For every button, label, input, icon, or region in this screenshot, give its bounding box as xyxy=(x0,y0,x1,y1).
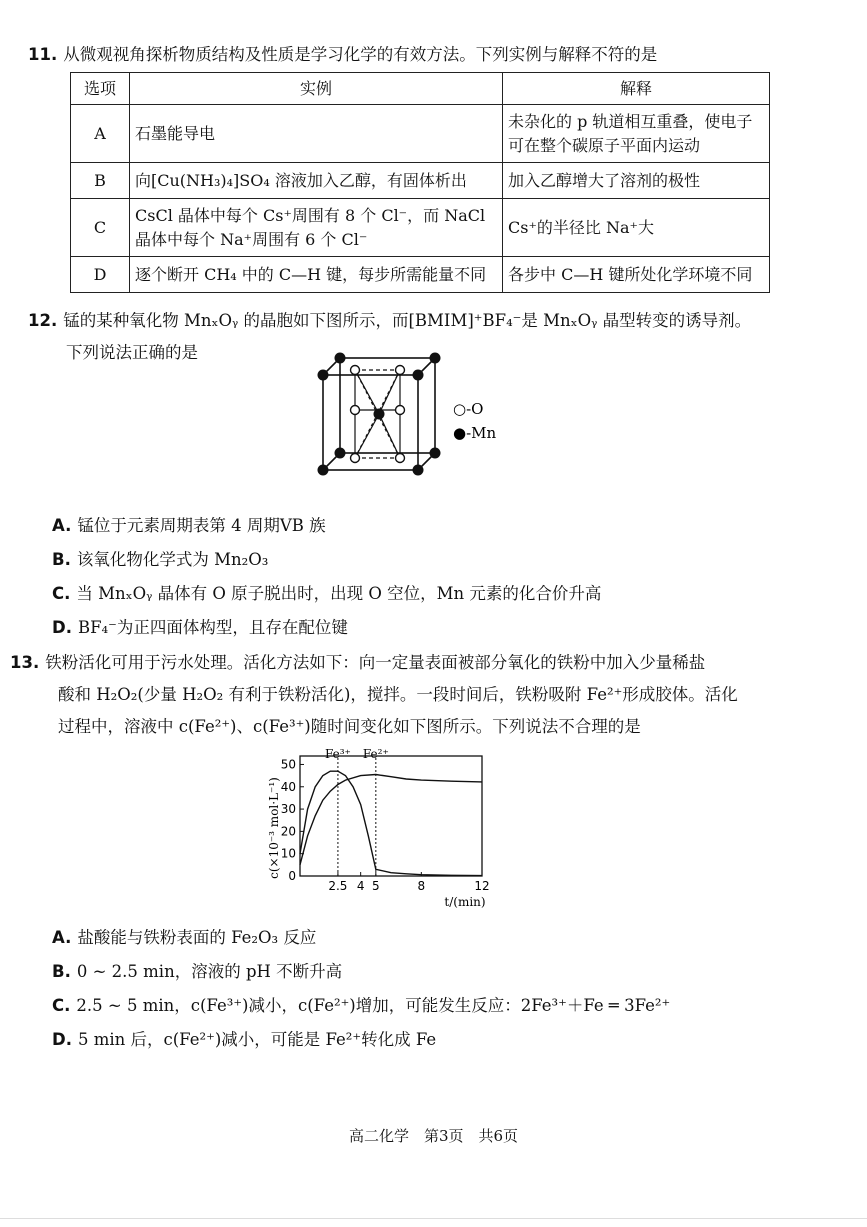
mn-atom xyxy=(413,465,424,476)
o-atom xyxy=(351,454,360,463)
q11-row-example: CsCl 晶体中每个 Cs⁺周围有 8 个 Cl⁻，而 NaCl 晶体中每个 Na⁺周围有 6 个 Cl⁻ xyxy=(130,199,503,257)
mn-atom xyxy=(374,409,385,420)
q13-number: 13. xyxy=(10,653,40,672)
q13-option-a xyxy=(52,924,316,948)
option-text: 2.5 ~ 5 min，c(Fe³⁺)减小，c(Fe²⁺)增加，可能发生反应：2Fe³⁺＋Fe ═ 3Fe²⁺ xyxy=(76,996,671,1015)
q13-option-c xyxy=(52,992,670,1016)
option-label: D. xyxy=(52,618,72,637)
q12-stem-line2: 下列说法正确的是 xyxy=(66,343,198,362)
legend-mn: ●-Mn xyxy=(453,424,497,442)
option-text: 当 MnₓOᵧ 晶体有 O 原子脱出时，出现 O 空位，Mn 元素的化合价升高 xyxy=(76,584,602,603)
o-atom xyxy=(396,406,405,415)
x-axis-label: t/(min) xyxy=(444,895,486,909)
option-label: A. xyxy=(52,516,72,535)
mn-atom xyxy=(318,465,329,476)
q12-option-a xyxy=(52,512,326,536)
series-line-fe2 xyxy=(300,775,482,865)
x-tick-label: 2.5 xyxy=(328,879,348,893)
table-row xyxy=(71,199,770,257)
plot-frame xyxy=(300,756,482,876)
q11-row-explanation: Cs⁺的半径比 Na⁺大 xyxy=(503,199,770,257)
series-label-fe2: Fe²⁺ xyxy=(362,748,389,761)
y-axis-label: c(×10⁻³ mol·L⁻¹) xyxy=(267,777,281,879)
x-tick-label: 4 xyxy=(356,879,365,893)
y-tick-label: 30 xyxy=(280,802,296,817)
table-row xyxy=(71,163,770,199)
q11-number: 11. xyxy=(28,45,58,64)
mn-atom xyxy=(318,370,329,381)
y-tick-label: 40 xyxy=(280,779,296,794)
q11-stem-text: 从微观视角探析物质结构及性质是学习化学的有效方法。下列实例与解释不符的是 xyxy=(63,45,658,64)
q13-option-d xyxy=(52,1026,436,1050)
y-tick-label: 20 xyxy=(280,824,296,839)
q13-stem-text: 铁粉活化可用于污水处理。活化方法如下：向一定量表面被部分氧化的铁粉中加入少量稀盐 xyxy=(45,653,706,672)
page-footer: 高二化学 第3页 共6页 xyxy=(348,1127,519,1145)
q11-header-example: 实例 xyxy=(130,73,503,105)
y-tick-label: 0 xyxy=(288,869,296,883)
mn-atom xyxy=(430,448,441,459)
plot-area xyxy=(281,748,490,893)
option-label: B. xyxy=(52,962,71,981)
legend-o: ○-O xyxy=(453,400,484,418)
option-label: C. xyxy=(52,996,71,1015)
q13-stem-line1 xyxy=(10,652,705,674)
mn-atom xyxy=(413,370,424,381)
q12-number: 12. xyxy=(28,311,58,330)
q13-stem-line2: 酸和 H₂O₂(少量 H₂O₂ 有利于铁粉活化)，搅拌。一段时间后，铁粉吸附 Fe²⁺形成胶体。活化 xyxy=(58,685,738,704)
y-tick-label: 10 xyxy=(280,846,296,861)
q11-stem xyxy=(28,44,657,66)
q11-row-example: 逐个断开 CH₄ 中的 C—H 键，每步所需能量不同 xyxy=(130,257,503,293)
mn-atom xyxy=(430,353,441,364)
q12-option-b xyxy=(52,546,268,570)
q11-row-option: D xyxy=(71,257,130,293)
q11-row-explanation: 加入乙醇增大了溶剂的极性 xyxy=(503,163,770,199)
option-text: 盐酸能与铁粉表面的 Fe₂O₃ 反应 xyxy=(77,928,317,947)
table-row xyxy=(71,257,770,293)
y-tick-label: 50 xyxy=(280,757,296,772)
option-text: 5 min 后，c(Fe²⁺)减小，可能是 Fe²⁺转化成 Fe xyxy=(77,1030,437,1049)
crystal-cell-diagram xyxy=(315,350,535,480)
q12-option-c xyxy=(52,580,601,604)
series-label-fe3: Fe³⁺ xyxy=(324,748,351,761)
option-label: A. xyxy=(52,928,72,947)
q13-stem-line3: 过程中，溶液中 c(Fe²⁺)、c(Fe³⁺)随时间变化如下图所示。下列说法不合理的是 xyxy=(58,717,641,736)
q11-row-option: B xyxy=(71,163,130,199)
q11-row-explanation: 未杂化的 p 轨道相互重叠，使电子可在整个碳原子平面内运动 xyxy=(503,105,770,163)
option-label: D. xyxy=(52,1030,72,1049)
q11-row-example: 向[Cu(NH₃)₄]SO₄ 溶液加入乙醇，有固体析出 xyxy=(130,163,503,199)
option-text: BF₄⁻为正四面体构型，且存在配位键 xyxy=(77,618,348,637)
fe-concentration-chart xyxy=(260,748,510,918)
q12-stem-text: 锰的某种氧化物 MnₓOᵧ 的晶胞如下图所示，而[BMIM]⁺BF₄⁻是 MnₓOᵧ 晶型转变的诱导剂。 xyxy=(63,311,752,330)
table-row xyxy=(71,105,770,163)
q12-stem-line1 xyxy=(28,310,751,332)
q12-option-d xyxy=(52,614,348,638)
option-text: 0 ~ 2.5 min，溶液的 pH 不断升高 xyxy=(76,962,343,981)
option-text: 该氧化物化学式为 Mn₂O₃ xyxy=(76,550,269,569)
option-text: 锰位于元素周期表第 4 周期VB 族 xyxy=(77,516,326,535)
x-tick-label: 8 xyxy=(417,879,426,893)
o-atom xyxy=(396,454,405,463)
o-atom xyxy=(351,366,360,375)
q11-row-explanation: 各步中 C—H 键所处化学环境不同 xyxy=(503,257,770,293)
o-atom xyxy=(351,406,360,415)
mn-atom xyxy=(335,448,346,459)
q11-table xyxy=(70,72,770,293)
mn-atom xyxy=(335,353,346,364)
x-tick-label: 12 xyxy=(474,879,490,893)
q11-header-option: 选项 xyxy=(71,73,130,105)
o-atom xyxy=(396,366,405,375)
q13-option-b xyxy=(52,958,342,982)
q11-header-explanation: 解释 xyxy=(503,73,770,105)
q11-header-row xyxy=(71,73,770,105)
option-label: B. xyxy=(52,550,71,569)
option-label: C. xyxy=(52,584,71,603)
divider xyxy=(0,1218,867,1219)
q11-row-option: A xyxy=(71,105,130,163)
series-line-fe3 xyxy=(300,771,482,875)
q11-row-example: 石墨能导电 xyxy=(130,105,503,163)
q11-row-option: C xyxy=(71,199,130,257)
x-tick-label: 5 xyxy=(372,879,380,893)
